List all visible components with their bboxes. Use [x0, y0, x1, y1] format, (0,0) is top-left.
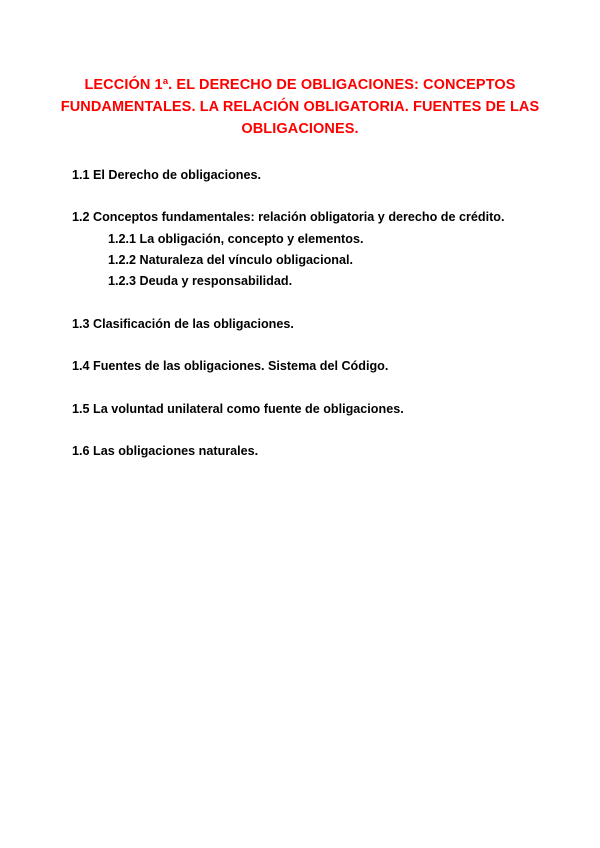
section-1-4: 1.4 Fuentes de las obligaciones. Sistema del Código. [72, 359, 389, 373]
subsection-1-2-3: 1.2.3 Deuda y responsabilidad. [108, 274, 293, 288]
section-1-2: 1.2 Conceptos fundamentales: relación obligatoria y derecho de crédito. [72, 210, 505, 224]
section-1-6: 1.6 Las obligaciones naturales. [72, 444, 259, 458]
section-1-5: 1.5 La voluntad unilateral como fuente de obligaciones. [72, 402, 404, 416]
subsection-1-2-2: 1.2.2 Naturaleza del vínculo obligacional. [108, 253, 353, 267]
section-1-3: 1.3 Clasificación de las obligaciones. [72, 317, 294, 331]
subsection-1-2-1: 1.2.1 La obligación, concepto y elementos. [108, 232, 364, 246]
lesson-title: LECCIÓN 1ª. EL DERECHO DE OBLIGACIONES: CONCEPTOS FUNDAMENTALES. LA RELACIÓN OBLIGATORIA. FUENTES DE LAS OBLIGACIONES. [60, 77, 540, 137]
section-1-1: 1.1 El Derecho de obligaciones. [72, 168, 261, 182]
